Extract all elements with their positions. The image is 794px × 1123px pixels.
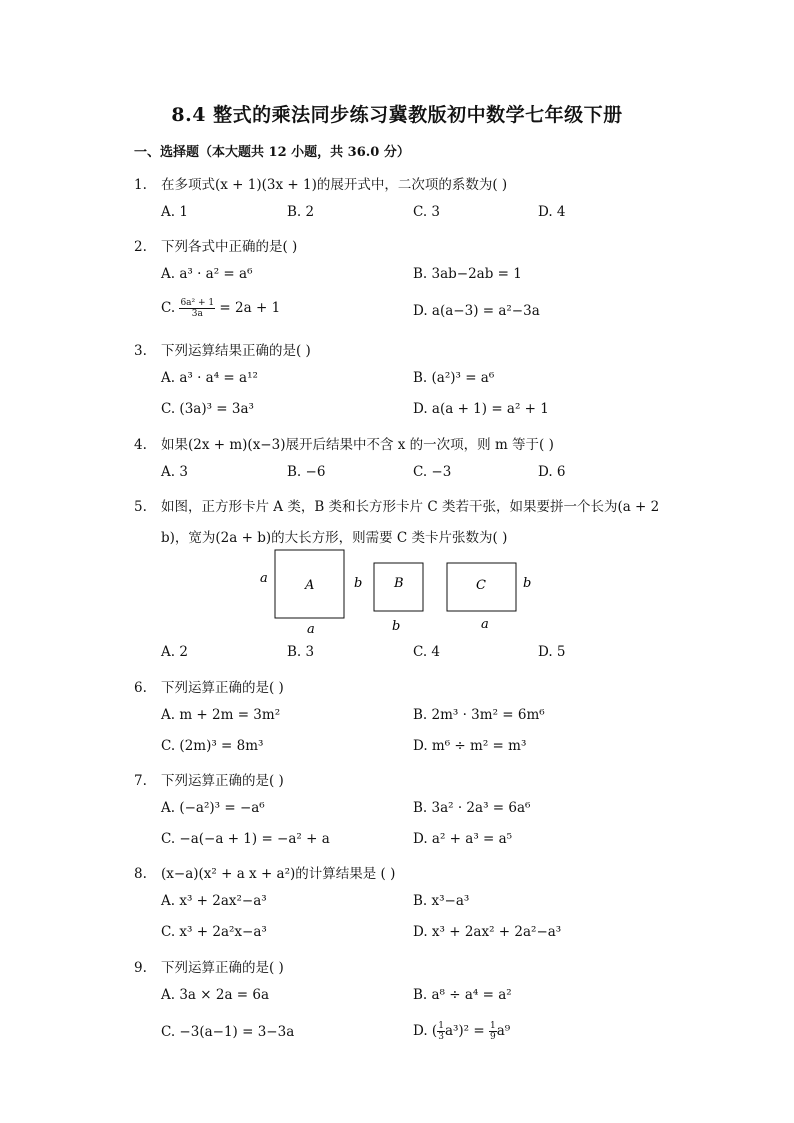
- question-stem: 下列运算结果正确的是( ): [161, 343, 311, 359]
- question-8: [134, 862, 395, 882]
- card-a-right-label: b: [354, 576, 363, 591]
- card-a-bottom-label: a: [307, 622, 315, 637]
- option-c: C. 3: [413, 204, 441, 220]
- option-c: C. 4: [413, 644, 441, 660]
- option-b: B. −6: [287, 464, 326, 480]
- option-c: C. −a(−a + 1) = −a² + a: [161, 831, 330, 847]
- question-number: 6.: [134, 680, 147, 696]
- option-c: C. (2m)³ = 8m³: [161, 738, 264, 754]
- question-9: [134, 956, 284, 976]
- question-number: 7.: [134, 773, 147, 789]
- question-number: 3.: [134, 343, 147, 359]
- option-d: D. a(a−3) = a²−3a: [413, 303, 540, 319]
- question-number: 1.: [134, 177, 147, 193]
- option-c: C. (3a)³ = 3a³: [161, 401, 254, 417]
- option-b: B. x³−a³: [413, 893, 470, 909]
- option-b: B. 3a² · 2a³ = 6a⁶: [413, 800, 531, 816]
- question-stem: 下列运算正确的是( ): [161, 773, 284, 789]
- option-a: A. 2: [161, 644, 188, 660]
- question-number: 5.: [134, 499, 147, 515]
- option-c: C. −3: [413, 464, 452, 480]
- option-d-mid: a³)² =: [444, 1023, 489, 1039]
- option-c-rest: = 2a + 1: [215, 300, 281, 316]
- card-b-label: B: [394, 576, 404, 591]
- question-stem: 下列运算正确的是( ): [161, 960, 284, 976]
- section-heading: 一、选择题（本大题共 12 小题，共 36.0 分）: [134, 145, 410, 160]
- question-stem: (x−a)(x² + a x + a²)的计算结果是 ( ): [161, 866, 396, 882]
- question-7: [134, 769, 284, 789]
- option-d: D. x³ + 2ax² + 2a²−a³: [413, 924, 562, 940]
- card-b-bottom-label: b: [392, 619, 401, 634]
- option-d: D. m⁶ ÷ m² = m³: [413, 738, 527, 754]
- option-d: [413, 1021, 510, 1042]
- question-stem: 如果(2x + m)(x−3)展开后结果中不含 x 的一次项，则 m 等于( ): [161, 437, 554, 453]
- question-stem: 下列各式中正确的是( ): [161, 239, 298, 255]
- option-b: B. 2m³ · 3m² = 6m⁶: [413, 707, 545, 723]
- card-a-label: A: [305, 578, 315, 593]
- option-d-end: a⁹: [496, 1023, 511, 1039]
- question-number: 9.: [134, 960, 147, 976]
- option-c: C. $\frac{\text{6a² + 1}}{3a}$ = 2a + 1: [161, 298, 281, 319]
- option-d-prefix: D. (: [413, 1023, 438, 1039]
- card-c-label: C: [476, 578, 486, 593]
- question-stem: 如图，正方形卡片 A 类，B 类和长方形卡片 C 类若干张，如果要拼一个长为(a + 2: [161, 499, 660, 515]
- option-a: A. a³ · a² = a⁶: [161, 266, 253, 282]
- question-number: 8.: [134, 866, 147, 882]
- option-b: B. 3: [287, 644, 315, 660]
- option-a: A. m + 2m = 3m²: [161, 707, 281, 723]
- question-stem: 下列运算正确的是( ): [161, 680, 284, 696]
- option-a: A. x³ + 2ax²−a³: [161, 893, 267, 909]
- fraction: $\frac{\text{6a² + 1}}{3a}$: [180, 298, 215, 319]
- question-5-continued: b)，宽为(2a + b)的大长方形，则需要 C 类卡片张数为( ): [161, 530, 508, 546]
- option-a: A. 3a × 2a = 6a: [161, 987, 270, 1003]
- option-a: A. 1: [161, 204, 188, 220]
- fraction: $\frac{1}{9}$: [489, 1021, 496, 1042]
- option-d: D. 6: [538, 464, 566, 480]
- option-d: D. 5: [538, 644, 566, 660]
- card-c-bottom-label: a: [481, 617, 489, 632]
- option-b: B. 3ab−2ab = 1: [413, 266, 522, 282]
- question-6: [134, 676, 284, 696]
- option-d: D. a² + a³ = a⁵: [413, 831, 513, 847]
- card-c-right-label: b: [523, 576, 532, 591]
- question-stem: 在多项式(x + 1)(3x + 1)的展开式中，二次项的系数为( ): [161, 177, 508, 193]
- option-b: B. (a²)³ = a⁶: [413, 370, 495, 386]
- option-b: B. 2: [287, 204, 315, 220]
- option-a: A. (−a²)³ = −a⁶: [161, 800, 265, 816]
- card-a-left-label: a: [260, 571, 268, 586]
- option-d: D. 4: [538, 204, 566, 220]
- option-c: C. x³ + 2a²x−a³: [161, 924, 267, 940]
- option-d: D. a(a + 1) = a² + 1: [413, 401, 549, 417]
- option-b: B. a⁸ ÷ a⁴ = a²: [413, 987, 512, 1003]
- fraction: $\frac{1}{3}$: [438, 1021, 444, 1042]
- option-c: C. −3(a−1) = 3−3a: [161, 1024, 295, 1040]
- option-a: A. 3: [161, 464, 188, 480]
- page-title: 8.4 整式的乘法同步练习冀教版初中数学七年级下册: [171, 104, 623, 126]
- question-number: 2.: [134, 239, 147, 255]
- question-number: 4.: [134, 437, 147, 453]
- option-a: A. a³ · a⁴ = a¹²: [161, 370, 258, 386]
